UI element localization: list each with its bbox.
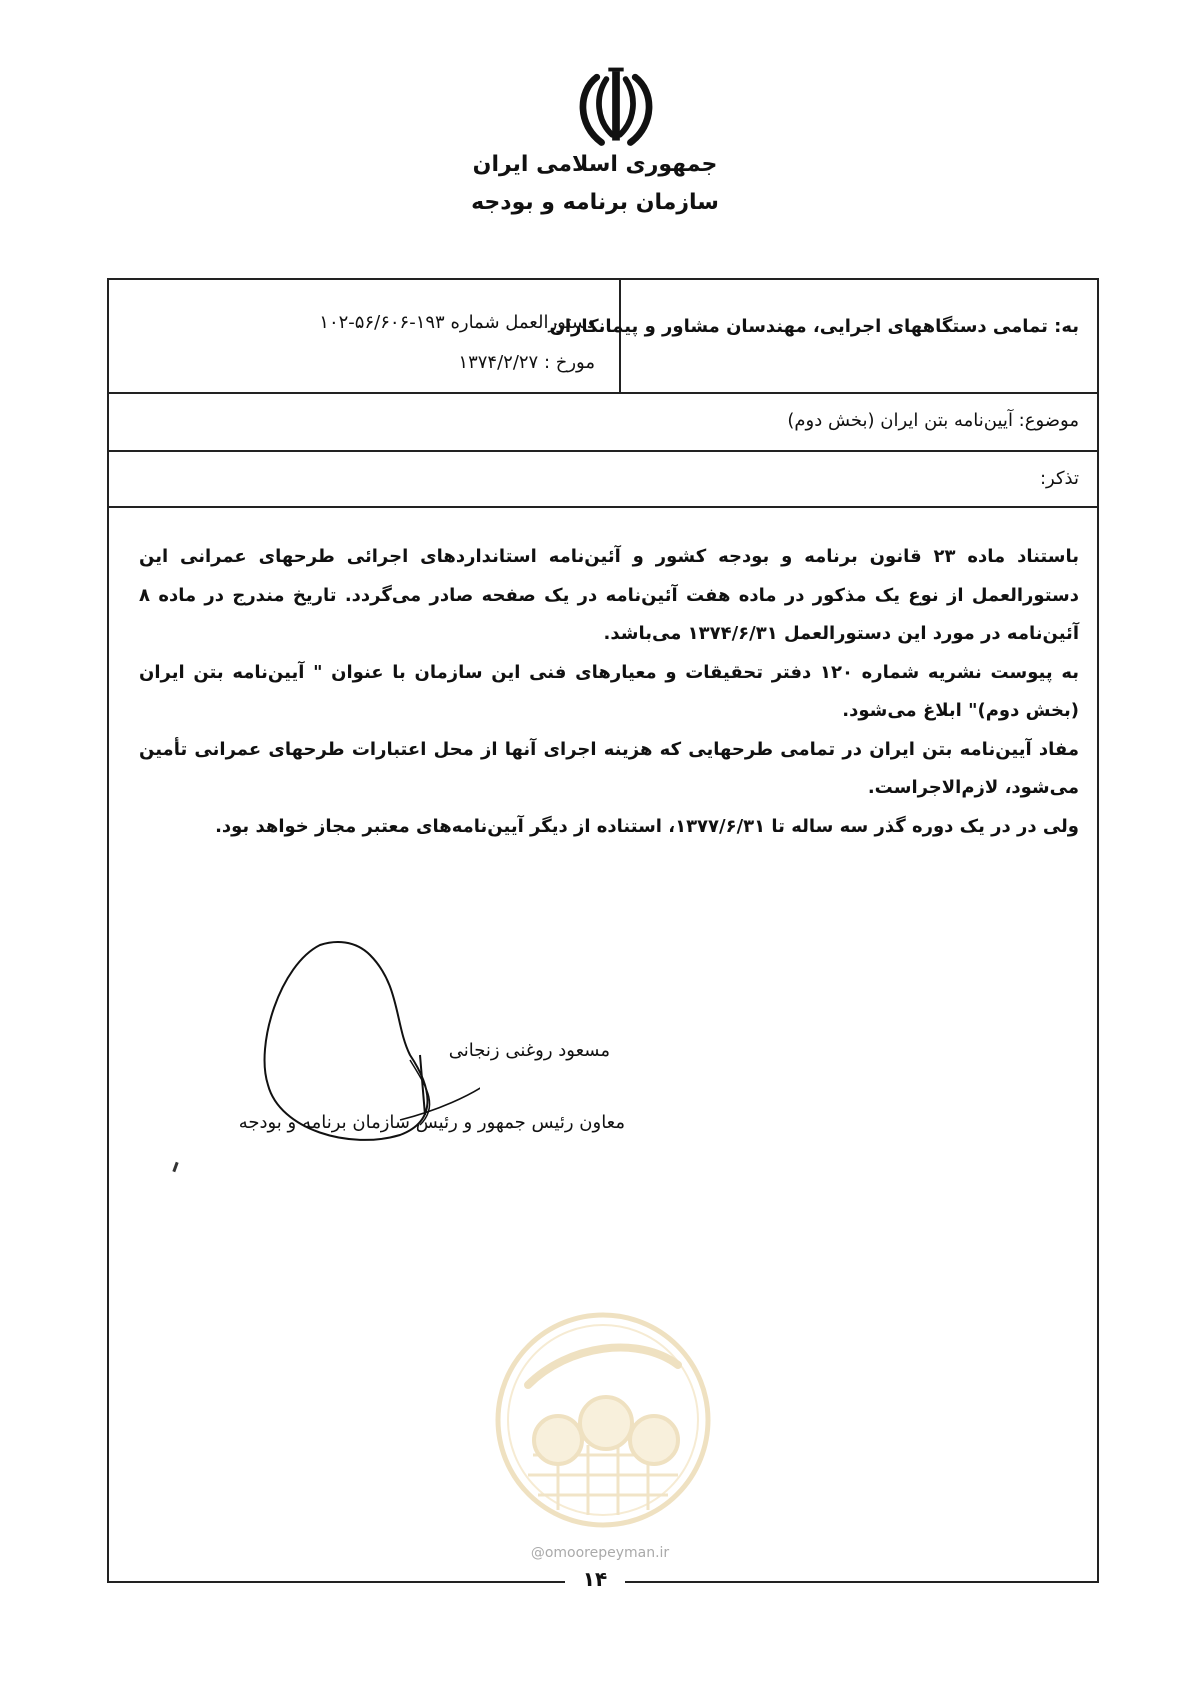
signatory-title: معاون رئیس جمهور و رئیس سازمان برنامه و بودجه xyxy=(238,1112,625,1133)
instruction-number: دستورالعمل شماره ۱۹۳-۵۶/۶۰۶-۱۰۲ xyxy=(319,312,595,333)
note-label: تذکر: xyxy=(1039,468,1079,489)
recipient-line: به: تمامی دستگاههای اجرایی، مهندسان مشاور و پیمانکاران xyxy=(549,316,1079,337)
note-row xyxy=(109,452,1097,508)
body-paragraph-3: مفاد آیین‌نامه بتن ایران در تمامی طرحهایی که هزینه اجرای آنها از محل اعتبارات طرحهای عمرانی تأمین می‌شود، لازم‌الاجراست. xyxy=(139,738,1079,798)
signatory-name: مسعود روغنی زنجانی xyxy=(448,1040,610,1061)
body-paragraph-1: باستناد ماده ۲۳ قانون برنامه و بودجه کشور و آئین‌نامه استانداردهای اجرائی طرحهای عمرانی این دستورالعمل از نوع یک مذکور در ماده هفت آئین‌نامه در یک صفحه صادر می‌گردد. تاریخ مندرج در ماده ۸ آئین‌نامه در مورد این دستورالعمل ۱۳۷۴/۶/۳۱ می‌باشد. xyxy=(139,546,1079,644)
page-number: ۱۴ xyxy=(565,1567,625,1591)
body-paragraph-2: به پیوست نشریه شماره ۱۲۰ دفتر تحقیقات و معیارهای فنی این سازمان با عنوان " آیین‌نامه بتن ایران (بخش دوم)" ابلاغ می‌شود. xyxy=(139,661,1079,721)
header-table-row xyxy=(109,280,1097,394)
country-title: جمهوری اسلامی ایران xyxy=(472,152,718,177)
watermark-url: @omoorepeyman.ir xyxy=(530,1545,670,1561)
instruction-date: مورخ : ۱۳۷۴/۲/۲۷ xyxy=(458,352,595,373)
subject-row xyxy=(109,394,1097,452)
body-text xyxy=(139,538,1079,846)
subject-line: موضوع: آیین‌نامه بتن ایران (بخش دوم) xyxy=(787,410,1079,431)
watermark-stamp-icon xyxy=(488,1305,718,1535)
organization-title: سازمان برنامه و بودجه xyxy=(471,190,719,215)
iran-emblem-icon xyxy=(568,58,664,154)
body-paragraph-4: ولی در در یک دوره گذر سه ساله تا ۱۳۷۷/۶/۳۱، استناده از دیگر آیین‌نامه‌های معتبر مجاز خواهد بود. xyxy=(215,815,1079,837)
